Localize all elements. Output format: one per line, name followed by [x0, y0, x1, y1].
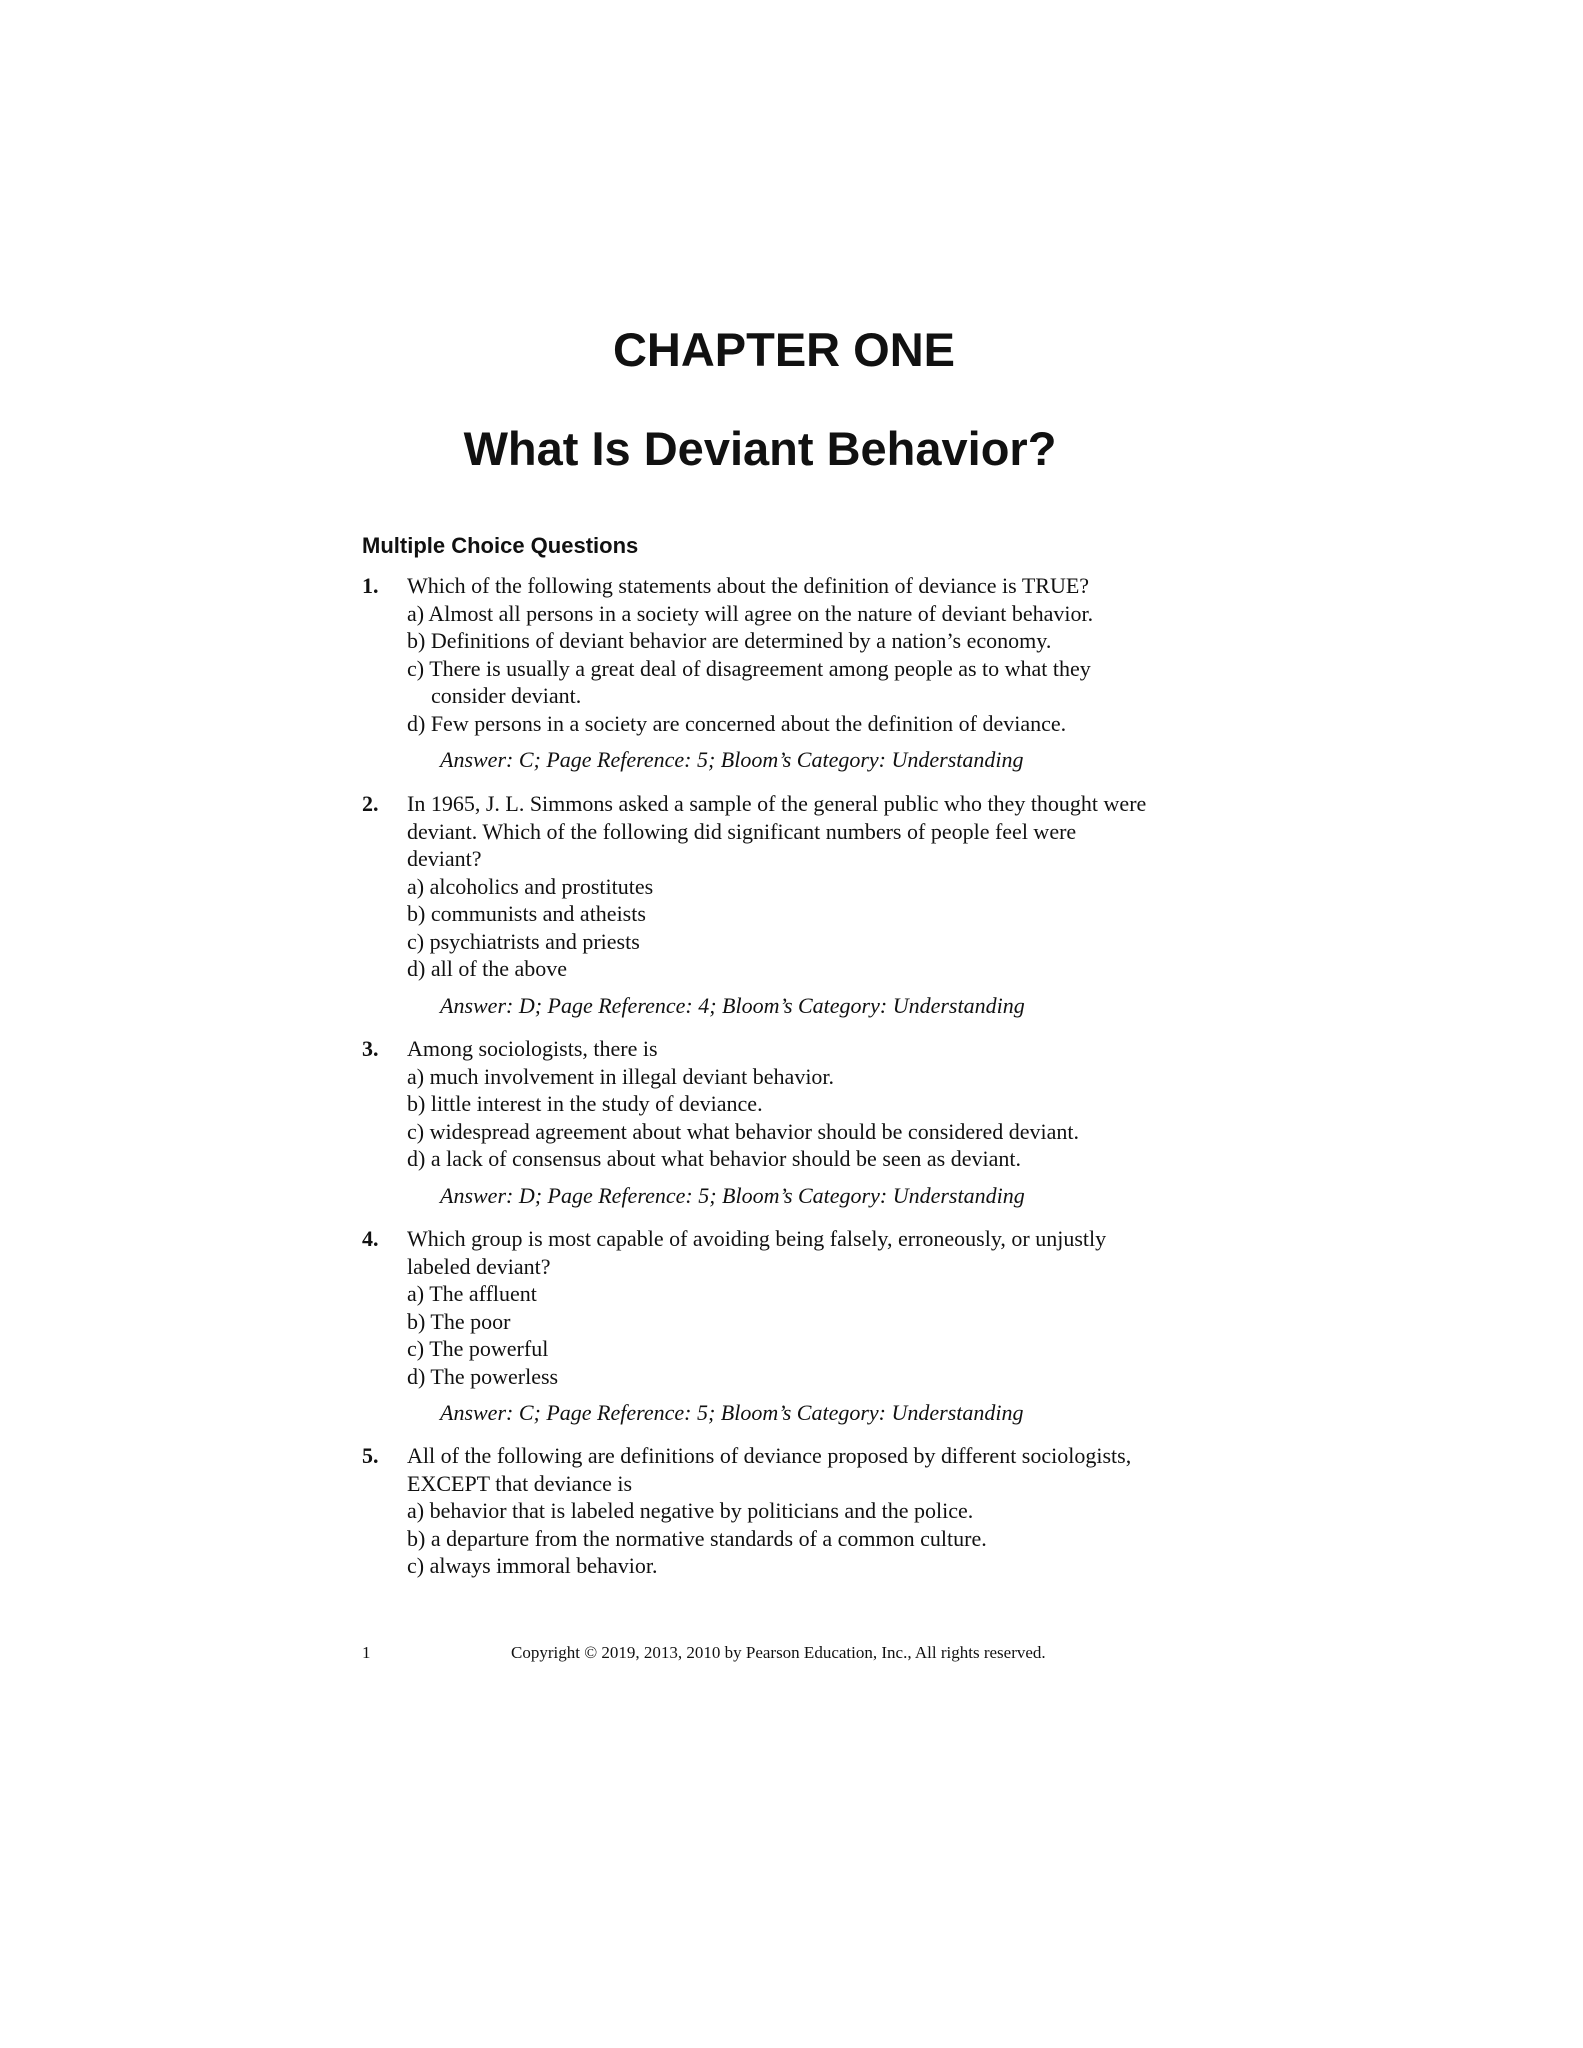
question-stem-line: labeled deviant? [407, 1253, 551, 1279]
answer-option: b) Definitions of deviant behavior are determined by a nation’s economy. [407, 628, 1052, 653]
question-body [407, 1225, 1562, 1427]
answer-key: Answer: C; Page Reference: 5; Bloom’s Category: Understanding [440, 747, 1024, 772]
question-item [362, 572, 1562, 774]
question-stem-line: deviant. Which of the following did significant numbers of people feel were [407, 818, 1077, 844]
question-stem-line: Which of the following statements about the definition of deviance is TRUE? [407, 573, 1090, 598]
answer-option: c) psychiatrists and priests [407, 928, 640, 954]
question-number: 3. [362, 1036, 379, 1061]
question-item [362, 790, 1562, 1019]
answer-option: c) widespread agreement about what behavior should be considered deviant. [407, 1118, 1079, 1144]
question-stem-line: In 1965, J. L. Simmons asked a sample of the general public who they thought were [407, 791, 1147, 816]
question-stem-line: deviant? [407, 846, 482, 871]
question-body [407, 1035, 1562, 1209]
question-stem-line: Among sociologists, there is [407, 1036, 658, 1061]
answer-key: Answer: C; Page Reference: 5; Bloom’s Category: Understanding [440, 1400, 1024, 1425]
question-stem-line: Which group is most capable of avoiding being falsely, erroneously, or unjustly [407, 1226, 1107, 1251]
answer-option: b) The poor [407, 1308, 511, 1334]
question-number: 1. [362, 573, 379, 598]
question-item [362, 1442, 1562, 1580]
chapter-heading: CHAPTER ONE [612, 323, 956, 376]
answer-option: b) communists and atheists [407, 901, 646, 926]
question-body [407, 1442, 1562, 1580]
question-number: 5. [362, 1443, 379, 1468]
copyright-notice: Copyright © 2019, 2013, 2010 by Pearson Education, Inc., All rights reserved. [511, 1643, 1046, 1662]
page-number: 1 [362, 1643, 371, 1662]
question-body [407, 790, 1562, 1019]
answer-option: a) behavior that is labeled negative by politicians and the police. [407, 1498, 974, 1523]
section-heading: Multiple Choice Questions [362, 533, 639, 558]
question-item [362, 1225, 1562, 1427]
question-number: 2. [362, 791, 379, 816]
answer-option: consider deviant. [431, 683, 582, 708]
answer-key: Answer: D; Page Reference: 4; Bloom’s Category: Understanding [440, 992, 1025, 1018]
answer-option: b) little interest in the study of deviance. [407, 1091, 763, 1116]
answer-option: d) all of the above [407, 956, 568, 981]
question-stem-line: EXCEPT that deviance is [407, 1470, 633, 1496]
answer-option: d) a lack of consensus about what behavior should be seen as deviant. [407, 1146, 1021, 1171]
answer-option: c) There is usually a great deal of disagreement among people as to what they [407, 655, 1091, 681]
answer-option: a) much involvement in illegal deviant behavior. [407, 1063, 835, 1089]
question-number: 4. [362, 1226, 379, 1251]
answer-option: c) The powerful [407, 1336, 549, 1361]
answer-option: a) Almost all persons in a society will agree on the nature of deviant behavior. [407, 600, 1094, 626]
answer-option: c) always immoral behavior. [407, 1553, 658, 1578]
question-item [362, 1035, 1562, 1209]
answer-option: b) a departure from the normative standards of a common culture. [407, 1525, 987, 1551]
answer-key: Answer: D; Page Reference: 5; Bloom’s Category: Understanding [440, 1182, 1025, 1208]
answer-option: d) Few persons in a society are concerned about the definition of deviance. [407, 710, 1067, 736]
answer-option: d) The powerless [407, 1363, 559, 1389]
chapter-title: What Is Deviant Behavior? [463, 422, 1057, 475]
question-body [407, 572, 1562, 774]
answer-option: a) alcoholics and prostitutes [407, 873, 654, 899]
question-stem-line: All of the following are definitions of deviance proposed by different sociologists, [407, 1443, 1132, 1468]
answer-option: a) The affluent [407, 1281, 537, 1306]
